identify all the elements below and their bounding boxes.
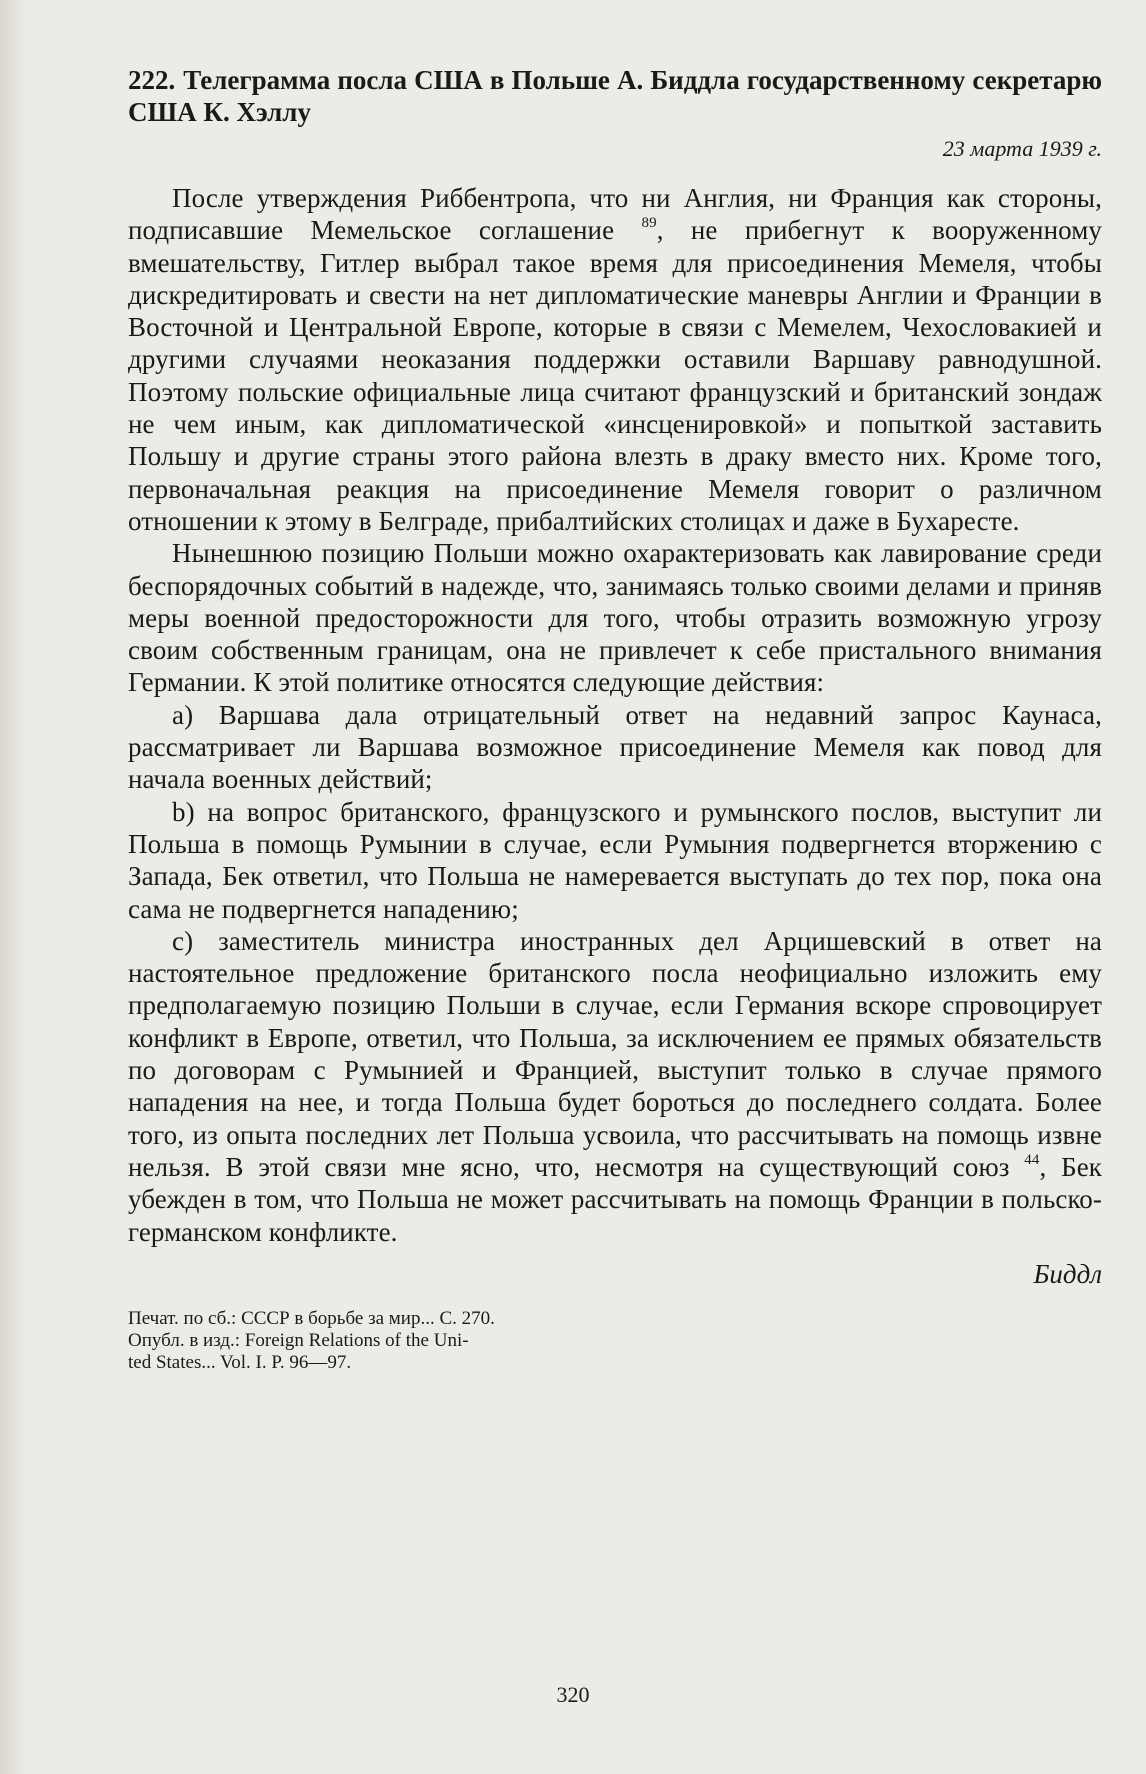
page-number: 320 (556, 1682, 590, 1707)
document-heading (128, 64, 1102, 128)
footnote-ref-44: 44 (1024, 1151, 1040, 1168)
document-title: Телеграмма посла США в Польше А. Биддла государственному секретарю США К. Хэллу (128, 65, 1102, 127)
document-content (128, 64, 1102, 1374)
paragraph-1 (128, 182, 1102, 537)
document-body (128, 182, 1102, 1248)
footnote-ref-89: 89 (641, 215, 657, 232)
signature: Биддл (1033, 1258, 1102, 1289)
list-item-c-text-a: с) заместитель министра иностранных дел Арцишевский в ответ на настоятельное предложение британского посла неофициально изложить ему предполагаемую позицию Польши в случае, если Германия вскоре спровоцирует конфликт в Европе, ответил, что Польша, за исключением ее прямых обязательств по договорам с Румынией и Францией, выступит только в случае прямого нападения на нее, и тогда Польша будет бороться до последнего солдата. Более того, из опыта последних лет Польша усвоила, что рассчитывать на помощь извне нельзя. В этой связи мне ясно, что, несмотря на существующий союз (128, 925, 1102, 1182)
source-note-line-2: Опубл. в изд.: Foreign Relations of the Uni- (128, 1329, 469, 1351)
source-note-line-3: ted States... Vol. I. P. 96—97. (128, 1351, 352, 1373)
list-item-a: а) Варшава дала отрицательный ответ на недавний запрос Каунаса, рассматривает ли Варшава возможное присоединение Мемеля как повод для начала военных действий; (128, 699, 1102, 795)
paragraph-1-text-b: , не прибегнут к вооруженному вмешательству, Гитлер выбрал такое время для присоединения Мемеля, чтобы дискредитировать и свести на нет дипломатические маневры Англии и Франции в Восточной и Центральной Европе, которые в связи с Мемелем, Чехословакией и другими случаями неоказания поддержки оставили Варшаву равнодушной. Поэтому польские официальные лица считают французский и британский зондаж не чем иным, как дипломатической «инсценировкой» и попыткой заставить Польшу и другие страны этого района влезть в драку вместо них. Кроме того, первоначальная реакция на присоединение Мемеля говорит о различном отношении к этому в Белграде, прибалтийских столицах и даже в Бухаресте. (128, 215, 1102, 536)
paragraph-2: Нынешнюю позицию Польши можно охарактеризовать как лавирование среди беспорядочных событий в надежде, что, занимаясь только своими делами и приняв меры военной предосторожности для того, чтобы отразить возможную угрозу своим собственным границам, она не привлечет к себе пристального внимания Германии. К этой политике относятся следующие действия: (128, 538, 1102, 698)
list-item-c-text-b: , Бек убежден в том, что Польша не может рассчитывать на помощь Франции в польско-германском конфликте. (128, 1151, 1103, 1247)
list-item-b: b) на вопрос британского, французского и румынского послов, выступит ли Польша в помощь Румынии в случае, если Румыния подвергнется вторжению с Запада, Бек ответил, что Польша не намеревается выступать до тех пор, пока она сама не подвергнется нападению; (128, 796, 1102, 924)
document-number: 222. (128, 65, 176, 95)
document-date: 23 марта 1939 г. (942, 136, 1102, 161)
page-gutter-shadow (0, 0, 26, 1774)
paragraph-1-text-a: После утверждения Риббентропа, что ни Англия, ни Франция как стороны, подписавшие Мемельское соглашение (128, 183, 1102, 246)
source-note-line-1: Печат. по сб.: СССР в борьбе за мир... С. 270. (128, 1307, 495, 1329)
list-item-c (128, 925, 1102, 1248)
source-note (128, 1308, 598, 1374)
